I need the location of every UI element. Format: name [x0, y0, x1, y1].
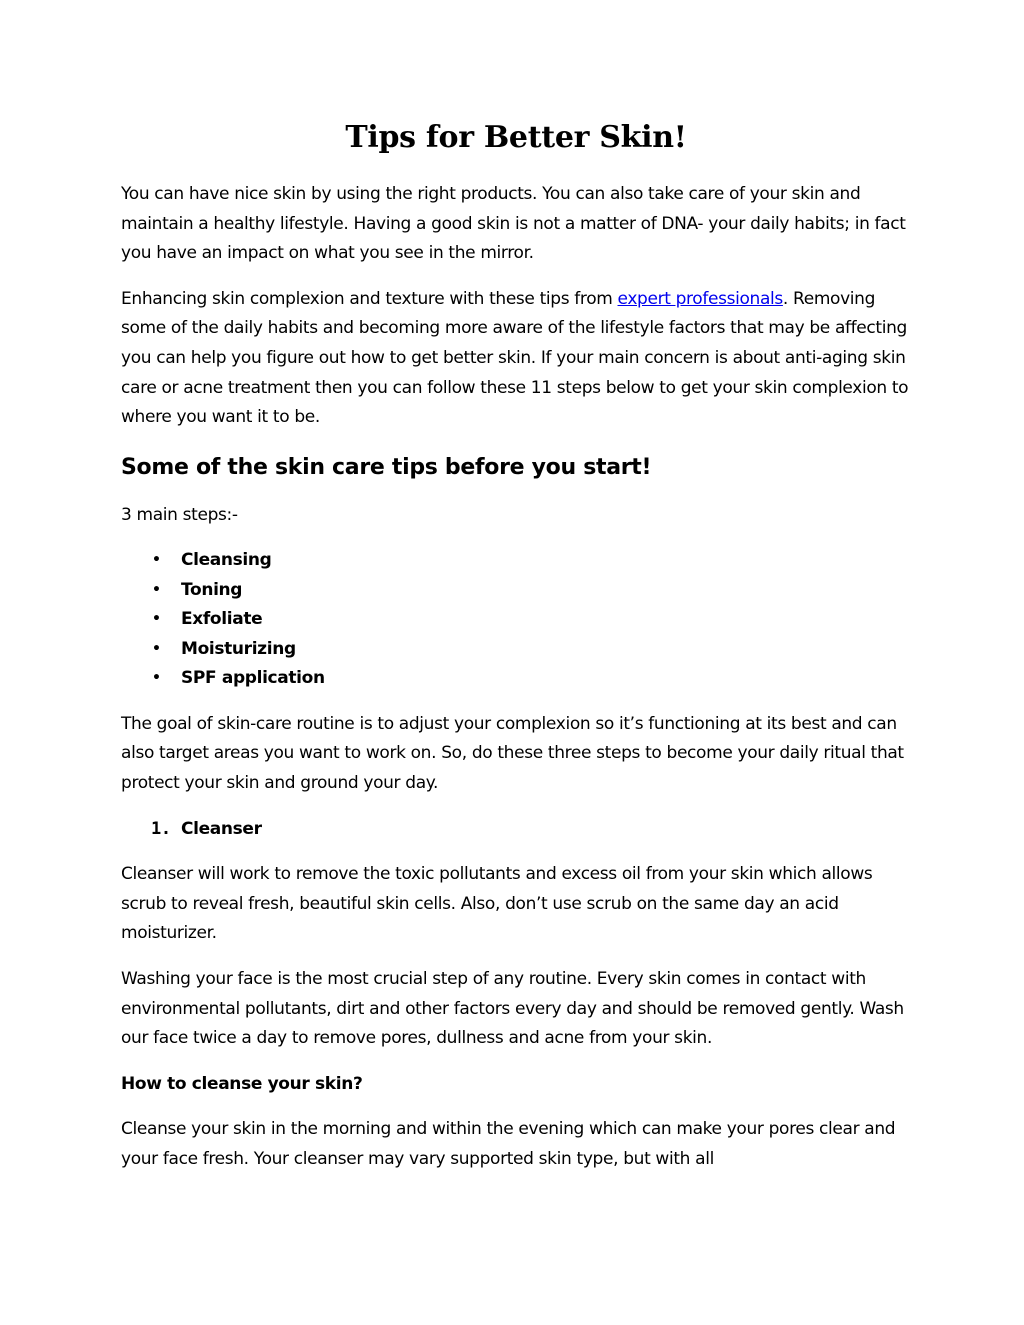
section-heading: Some of the skin care tips before you start!: [121, 454, 652, 480]
step-label: Toning: [181, 579, 243, 600]
list-item: [121, 576, 911, 606]
bullet-icon: •: [152, 581, 161, 598]
second-paragraph-after-link: . Removing some of the daily habits and becoming more aware of the lifestyle factors that may be affecting you can help you figure out how to get better skin. If your main concern is about anti-aging skin care or acne treatment then you can follow these 11 steps below to get your skin complexion to where you want it to be.: [121, 288, 909, 428]
document-body: [121, 118, 911, 1191]
document-title: Tips for Better Skin!: [345, 120, 687, 155]
numbered-heading-cleanser: [121, 815, 911, 845]
numbered-item-number: 1.: [151, 818, 171, 839]
second-paragraph: [121, 285, 911, 433]
list-item: [121, 605, 911, 635]
bullet-icon: •: [152, 552, 161, 569]
cleanse-subheading: How to cleanse your skin?: [121, 1073, 363, 1094]
bullet-icon: •: [152, 611, 161, 628]
list-item: [121, 635, 911, 665]
list-item: [121, 664, 911, 694]
numbered-item-label: Cleanser: [181, 818, 262, 839]
steps-intro: 3 main steps:-: [121, 504, 238, 525]
goal-paragraph: The goal of skin-care routine is to adjust your complexion so it’s functioning at its best and can also target areas you want to work on. So, do these three steps to become your daily ritual that protect your skin and ground your day.: [121, 713, 904, 794]
bullet-icon: •: [152, 670, 161, 687]
intro-paragraph: You can have nice skin by using the right products. You can also take care of your skin and maintain a healthy lifestyle. Having a good skin is not a matter of DNA- your daily habits; in fact you have an impact on what you see in the mirror.: [121, 184, 906, 264]
cleanser-paragraph-1: Cleanser will work to remove the toxic pollutants and excess oil from your skin which allows scrub to reveal fresh, beautiful skin cells. Also, don’t use scrub on the same day an acid moisturizer.: [121, 864, 873, 944]
step-label: Cleansing: [181, 550, 272, 571]
steps-list: [121, 546, 911, 694]
bullet-icon: •: [152, 640, 161, 657]
step-label: SPF application: [181, 668, 325, 689]
step-label: Moisturizing: [181, 638, 296, 659]
cleanser-paragraph-2: Washing your face is the most crucial step of any routine. Every skin comes in contact with environmental pollutants, dirt and other factors every day and should be removed gently. Wash our face twice a day to remove pores, dullness and acne from your skin.: [121, 969, 904, 1049]
step-label: Exfoliate: [181, 609, 263, 630]
cleanse-paragraph: Cleanse your skin in the morning and within the evening which can make your pores clear and your face fresh. Your cleanser may vary supported skin type, but with all: [121, 1119, 896, 1169]
expert-professionals-link[interactable]: expert professionals: [617, 288, 783, 309]
list-item: [121, 546, 911, 576]
second-paragraph-before-link: Enhancing skin complexion and texture with these tips from: [121, 288, 618, 309]
